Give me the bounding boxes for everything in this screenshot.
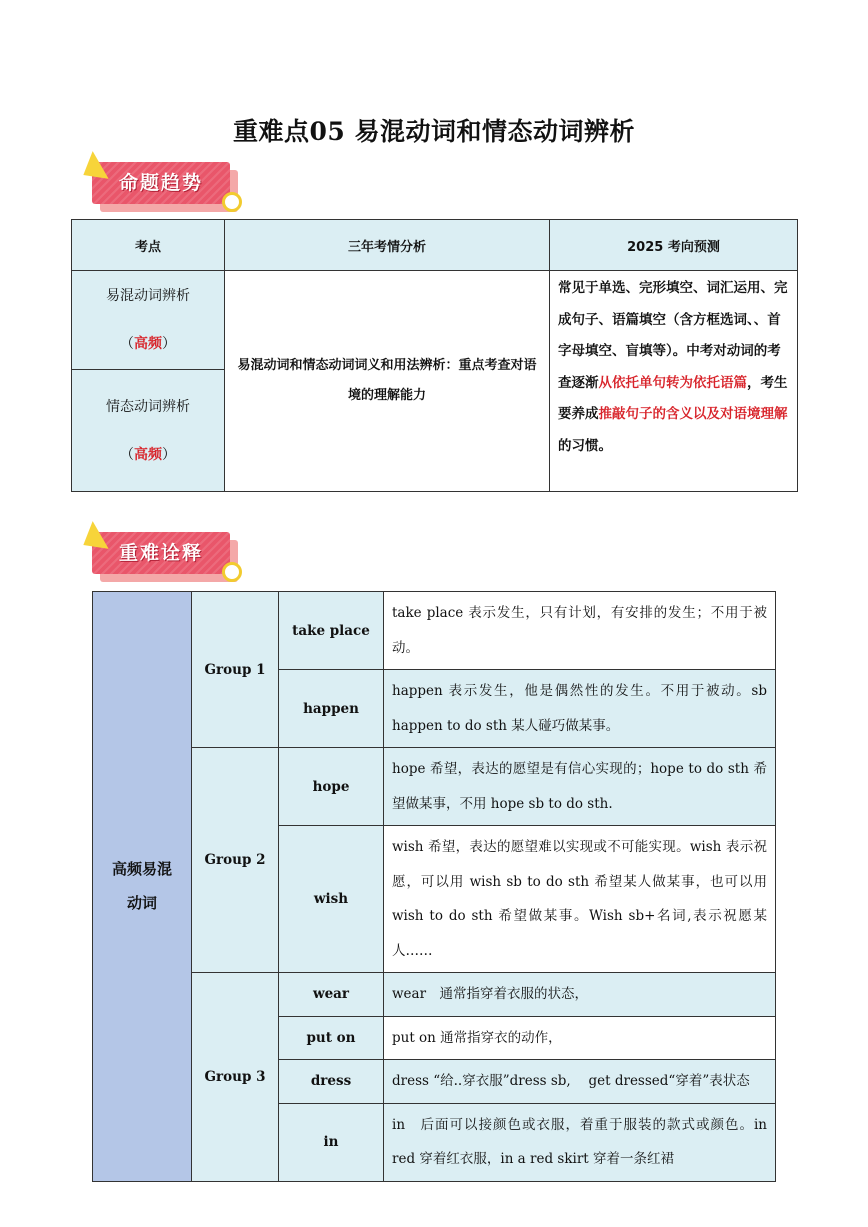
word-cell: dress [279, 1060, 384, 1104]
page-title: 重难点05 易混动词和情态动词辨析 [233, 117, 635, 146]
section-title-trend: 命题趋势 [118, 172, 203, 194]
trend-table [71, 219, 798, 492]
desc-cell: take place 表示发生，只有计划，有安排的发生；不用于被动。 [384, 592, 776, 670]
freq-tag: 高频 [134, 336, 162, 352]
section-badge-trend [84, 158, 244, 218]
group-cell: Group 3 [192, 973, 279, 1182]
desc-cell: put on 通常指穿衣的动作， [384, 1016, 776, 1060]
point-cell: 易混动词辨析 （高频） [72, 271, 225, 370]
word-cell: wish [279, 826, 384, 973]
desc-cell: wish 希望，表达的愿望难以实现或不可能实现。wish 表示祝愿，可以用 wish sb to do sth 希望某人做某事，也可以用 wish to do sth 希望做某事。Wish sb+名词,表示祝愿某人…… [384, 826, 776, 973]
category-cell: 高频易混动词 [93, 592, 192, 1182]
analysis-cell: 易混动词和情态动词词义和用法辨析：重点考查对语境的理解能力 [225, 271, 550, 492]
word-cell: put on [279, 1016, 384, 1060]
desc-cell: wear 通常指穿着衣服的状态， [384, 973, 776, 1017]
word-cell: hope [279, 748, 384, 826]
desc-cell: happen 表示发生，他是偶然性的发生。不用于被动。sb happen to do sth 某人碰巧做某事。 [384, 670, 776, 748]
ring-icon [222, 192, 242, 212]
header-analysis: 三年考情分析 [225, 220, 550, 271]
point-cell: 情态动词辨析 （高频） [72, 370, 225, 492]
group-cell: Group 2 [192, 748, 279, 973]
prediction-cell: 常见于单选、完形填空、词汇运用、完成句子、语篇填空（含方框选词、、首字母填空、盲填等）。中考对动词的考查逐渐从依托单句转为依托语篇，考生要养成推敲句子的含义以及对语境理解的习惯。 [550, 271, 798, 492]
word-cell: wear [279, 973, 384, 1017]
freq-tag: 高频 [134, 446, 162, 463]
word-cell: take place [279, 592, 384, 670]
section-title-explain: 重难诠释 [118, 542, 203, 564]
word-cell: happen [279, 670, 384, 748]
verb-table [92, 591, 776, 1182]
desc-cell: hope 希望，表达的愿望是有信心实现的；hope to do sth 希望做某事，不用 hope sb to do sth. [384, 748, 776, 826]
header-point: 考点 [72, 220, 225, 271]
ring-icon [222, 562, 242, 582]
word-cell: in [279, 1103, 384, 1181]
desc-cell: in 后面可以接颜色或衣服，着重于服装的款式或颜色。in red 穿着红衣服，in a red skirt 穿着一条红裙 [384, 1103, 776, 1181]
section-badge-explain [84, 528, 244, 588]
header-prediction: 2025 考向预测 [550, 220, 798, 271]
group-cell: Group 1 [192, 592, 279, 748]
desc-cell: dress “给..穿衣服”dress sb, get dressed“穿着”表状态 [384, 1060, 776, 1104]
